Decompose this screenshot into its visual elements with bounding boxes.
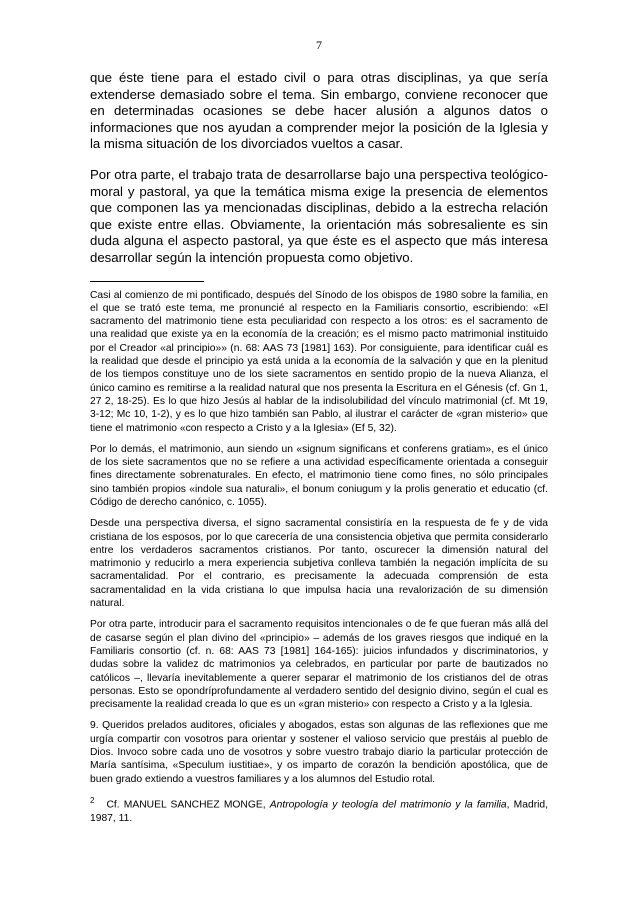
footnote-paragraph: Casi al comienzo de mi pontificado, después del Sínodo de los obispos de 1980 sobre la familia, en el que se trató este tema, me pronuncié al respecto en la Familiaris consortio, escribiendo: «El sacramento del matrimonio tiene esta peculiaridad con respecto a los otros: es el sacramento de una realidad que existe ya en la economía de la creación; es el mismo pacto matrimonial instituido por el Creador «al principio»» (n. 68: AAS 73 [1981] 163). Por consiguiente, para identificar cuál es la realidad que desde el principio ya está unida a la economía de la salvación y que en la plenitud de los tiempos constituye uno de los siete sacramentos en sentido propio de la nueva Alianza, el único camino es remitirse a la realidad natural que nos presenta la Escritura en el Génesis (cf. Gn 1, 27 2, 18-25). Es lo que hizo Jesús al hablar de la indisolubilidad del vínculo matrimonial (cf. Mt 19, 3-12; Mc 10, 1-2), y es lo que hizo también san Pablo, al ilustrar el carácter de «gran misterio» que tiene el matrimonio «con respecto a Cristo y a la Iglesia» (Ef 5, 32). xyxy=(90,289,548,434)
footnote-paragraph: 9. Queridos prelados auditores, oficiales y abogados, estas son algunas de las reflexiones que me urgía compartir con vosotros para orientar y sostener el valioso servicio que prestáis al pueblo de Dios. Invoco sobre cada uno de vosotros y sobre vuestro trabajo diario la particular protección de María santísima, «Speculum iustitiae», y os imparto de corazón la bendición apostólica, que de buen grado extiendo a vuestros familiares y a los alumnos del Estudio rotal. xyxy=(90,720,548,785)
footnote-marker: 2 xyxy=(90,795,95,805)
footnote-paragraph: Desde una perspectiva diversa, el signo sacramental consistiría en la respuesta de fe y de vida cristiana de los esposos, por lo que carecería de una consistencia objetiva que permita considerarlo entre los verdaderos sacramentos cristianos. Por tanto, oscurecer la dimensión natural del matrimonio y reducirlo a mera experiencia subjetiva conlleva también la negación implícita de su sacramentalidad. Por el contrario, es precisamente la adecuada comprensión de esta sacramentalidad en la vida cristiana lo que impulsa hacia una revalorización de su dimensión natural. xyxy=(90,518,548,610)
body-paragraph: Por otra parte, el trabajo trata de desarrollarse bajo una perspectiva teológico-moral y pastoral, ya que la temática misma exige la presencia de elementos que componen las ya mencionadas disciplinas, debido a la estrecha relación que existe entre ellas. Obviamente, la orientación más sobresaliente es sin duda alguna el aspecto pastoral, ya que éste es el aspecto que más interesa desarrollar según la intención propuesta como objetivo. xyxy=(90,166,548,265)
footnote-book-title: Antropología y teología del matrimonio y la familia xyxy=(269,799,507,811)
footnote-citation xyxy=(90,794,548,825)
footnote-paragraph: Por otra parte, introducir para el sacramento requisitos intencionales o de fe que fueran más allá del de casarse según el plan divino del «principio» – además de los graves riesgos que indiqué en la Familiaris consortio (cf. n. 68: AAS 73 [1981] 164-165): juicios infundados y discriminatorios, y dudas sobre la validez dc matrimonios ya celebrados, en particular por parte de bautizados no católicos –, llevaría inevitablemente a querer separar el matrimonio de los cristianos del de otras personas. Esto se opondríprofundamente al verdadero sentido del designio divino, según el cual es precisamente la realidad creada lo que es un «gran misterio» con respecto a Cristo y a la Iglesia. xyxy=(90,619,548,711)
footnote-publication: , Madrid, 1987, 11. xyxy=(90,799,548,824)
body-paragraph: que éste tiene para el estado civil o para otras disciplinas, ya que sería extenderse demasiado sobre el tema. Sin embargo, conviene reconocer que en determinadas ocasiones se debe hacer alusión a algunos datos o informaciones que nos ayudan a comprender mejor la posición de la Iglesia y la misma situación de los divorciados vueltos a casar. xyxy=(90,70,548,152)
page-content xyxy=(90,70,548,825)
page-number: 7 xyxy=(316,38,322,52)
footnote-separator xyxy=(90,281,204,282)
footnote-author: Cf. MANUEL SANCHEZ MONGE, xyxy=(106,799,270,811)
footnote-paragraph: Por lo demás, el matrimonio, aun siendo un «signum significans et conferens gratiam», es el único de los siete sacramentos que no se refiere a una actividad específicamente orientada a conseguir fines directamente sobrenaturales. En efecto, el matrimonio tiene como fines, no sólo principales sino también propios «indole sua naturali», el bonum coniugum y la prolis generatio et educatio (cf. Código de derecho canónico, c. 1055). xyxy=(90,443,548,508)
